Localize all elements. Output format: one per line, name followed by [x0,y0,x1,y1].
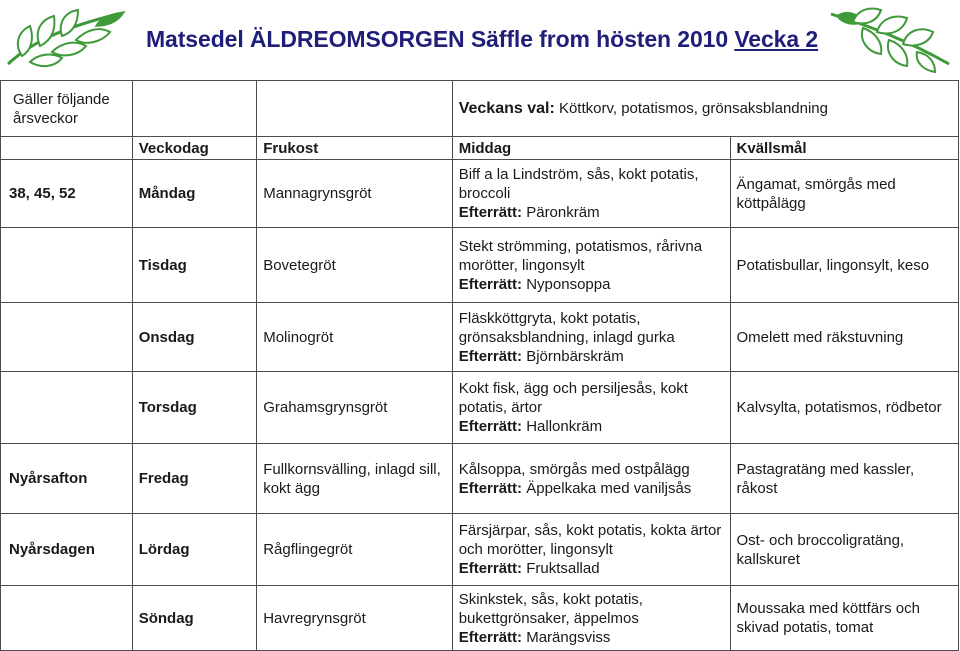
dessert-line [459,560,600,577]
leaf-branch-icon [0,4,135,76]
table-row [1,372,959,444]
valid-weeks-label: Gäller följande årsveckor [1,81,133,137]
dinner-cell: Kalvsylta, potatismos, rödbetor [730,372,958,444]
table-row [1,160,959,228]
lunch-text: Stekt strömming, potatismos, rårivna morötter, lingonsylt [458,237,703,274]
holiday-cell [1,303,133,372]
dessert-label: Efterrätt: [458,204,523,221]
dessert-text: Fruktsallad [526,560,600,577]
column-header-breakfast: Frukost [257,137,453,160]
column-header-lunch: Middag [452,137,730,160]
lunch-cell [452,586,730,651]
dessert-line [459,348,624,365]
empty-cell [1,137,133,160]
table-header-row [1,137,959,160]
lunch-cell [452,372,730,444]
dinner-cell: Pastagratäng med kassler, råkost [730,444,958,514]
dessert-text: Päronkräm [526,204,600,221]
day-cell: Måndag [132,160,257,228]
day-cell: Tisdag [132,228,257,303]
column-header-dinner: Kvällsmål [730,137,958,160]
weekly-choice [452,81,958,137]
dessert-line [459,276,611,293]
table-row [1,586,959,651]
lunch-text: Biff a la Lindström, sås, kokt potatis, broccoli [458,166,699,202]
lunch-cell [452,228,730,303]
lunch-text: Färsjärpar, sås, kokt potatis, kokta ärtor och morötter, lingonsylt [458,522,722,558]
dessert-label: Efterrätt: [458,628,523,646]
dessert-label: Efterrätt: [458,418,523,435]
dessert-label: Efterrätt: [458,347,523,365]
lunch-text: Kokt fisk, ägg och persiljesås, kokt potatis, ärtor [458,380,688,416]
dinner-cell: Potatisbullar, lingonsylt, keso [730,228,958,303]
breakfast-cell: Rågflingegröt [257,514,453,586]
week-number: Vecka 2 [734,26,819,52]
dessert-text: Äppelkaka med vaniljsås [526,479,692,497]
page-title [146,26,818,53]
holiday-cell [1,586,133,651]
page-header [0,0,960,80]
table-row [1,444,959,514]
dinner-cell: Omelett med räkstuvning [730,303,958,372]
menu-table [0,80,959,651]
leaf-branch-icon [823,4,958,76]
table-row [1,228,959,303]
table-row [1,303,959,372]
empty-cell [257,81,453,137]
title-text: Matsedel ÄLDREOMSORGEN Säffle from hösten 2010 [146,26,729,52]
day-cell: Onsdag [132,303,257,372]
lunch-text: Fläskköttgryta, kokt potatis, grönsaksblandning, inlagd gurka [458,309,675,346]
day-cell: Lördag [132,514,257,586]
holiday-cell [1,372,133,444]
empty-cell [132,81,257,137]
dessert-label: Efterrätt: [458,479,523,497]
lunch-text: Kålsoppa, smörgås med ostpålägg [458,460,690,478]
holiday-cell: Nyårsafton [1,444,133,514]
day-cell: Söndag [132,586,257,651]
dessert-line [459,418,602,435]
dessert-label: Efterrätt: [458,560,523,577]
dessert-text: Nyponsoppa [526,275,611,293]
dinner-cell: Ost- och broccoligratäng, kallskuret [730,514,958,586]
table-row [1,514,959,586]
weeks-value: 38, 45, 52 [1,160,133,228]
breakfast-cell: Mannagrynsgröt [257,160,453,228]
breakfast-cell: Molinogröt [257,303,453,372]
day-cell: Fredag [132,444,257,514]
lunch-cell [452,514,730,586]
dessert-text: Marängsviss [526,628,611,646]
weekly-choice-value: Köttkorv, potatismos, grönsaksblandning [558,100,828,117]
dessert-line [459,629,611,646]
lunch-text: Skinkstek, sås, kokt potatis, bukettgrönsaker, äppelmos [458,590,643,627]
dinner-cell: Ängamat, smörgås med köttpålägg [730,160,958,228]
breakfast-cell: Grahamsgrynsgröt [257,372,453,444]
dessert-text: Hallonkräm [526,418,603,435]
dessert-line [459,204,600,221]
table-info-row [1,81,959,137]
dessert-label: Efterrätt: [458,275,523,293]
breakfast-cell: Bovetegröt [257,228,453,303]
dessert-text: Björnbärskräm [526,347,624,365]
day-cell: Torsdag [132,372,257,444]
weekly-choice-label: Veckans val: [458,100,555,117]
breakfast-cell: Havregrynsgröt [257,586,453,651]
lunch-cell [452,160,730,228]
dessert-line [459,480,692,497]
lunch-cell [452,444,730,514]
lunch-cell [452,303,730,372]
dinner-cell: Moussaka med köttfärs och skivad potatis, tomat [730,586,958,651]
holiday-cell: Nyårsdagen [1,514,133,586]
column-header-day: Veckodag [132,137,257,160]
breakfast-cell: Fullkornsvälling, inlagd sill, kokt ägg [257,444,453,514]
holiday-cell [1,228,133,303]
